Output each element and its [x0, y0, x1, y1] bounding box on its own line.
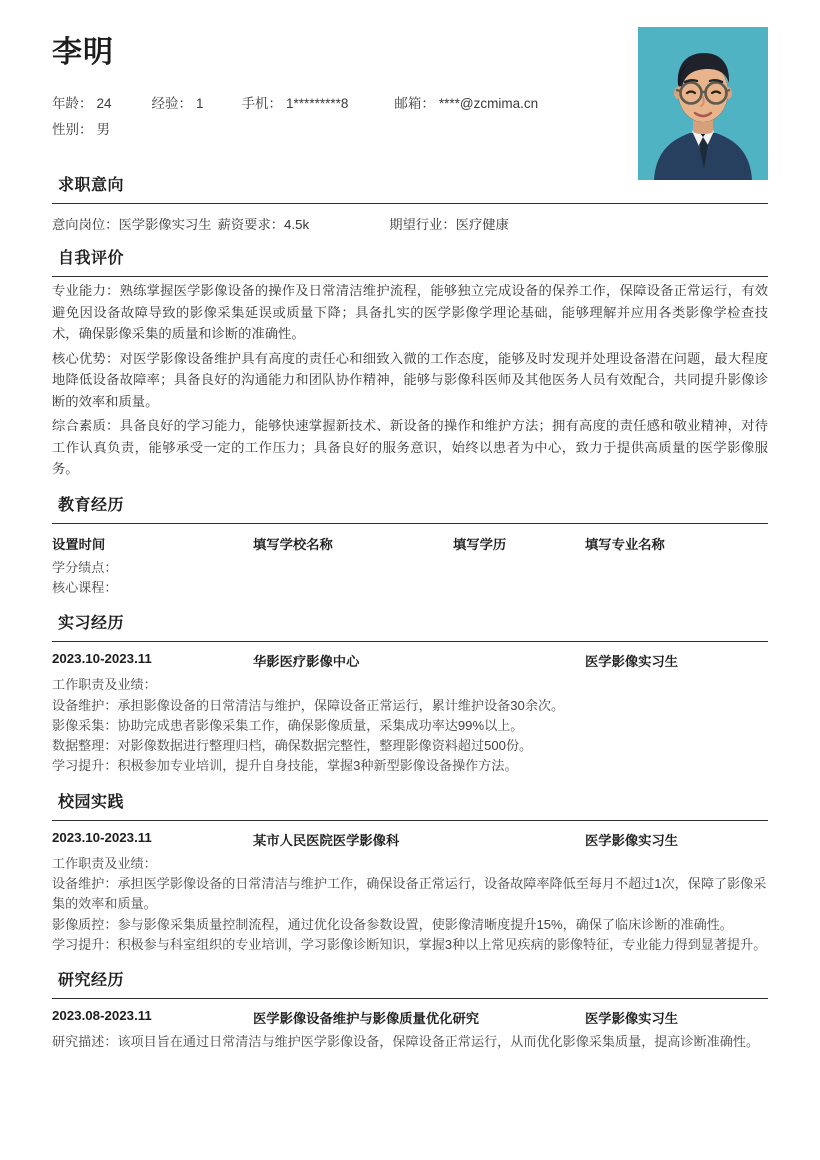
section-title-education: 教育经历: [58, 496, 125, 514]
internship-duty-item: 影像采集：协助完成患者影像采集工作，确保影像质量，采集成功率达99%以上。: [52, 717, 524, 733]
field-phone-label: 手机：: [241, 96, 283, 111]
field-gender: [52, 117, 110, 143]
research-project: 医学影像设备维护与影像质量优化研究: [253, 1011, 480, 1027]
section-research: [52, 969, 768, 1052]
self-evaluation-body: [52, 280, 768, 480]
field-experience-value: 1: [196, 96, 204, 111]
field-age: [52, 91, 112, 117]
intent-position-value: 医学影像实习生: [118, 217, 212, 232]
internship-duties: [52, 675, 768, 776]
profile-photo-illustration: [638, 27, 768, 180]
intent-position-label: 意向岗位：: [52, 217, 119, 232]
intent-salary-label: 薪资要求：: [217, 217, 285, 232]
field-email: [394, 91, 538, 117]
education-col-school: 填写学校名称: [253, 536, 333, 552]
section-job-intent: [52, 174, 768, 233]
section-title-job-intent: 求职意向: [58, 177, 125, 194]
field-age-label: 年龄：: [52, 96, 93, 111]
field-phone: [242, 91, 349, 117]
campus-duties-label: 工作职责及业绩：: [52, 855, 157, 871]
campus-entry-header: [52, 830, 768, 852]
section-divider: [52, 641, 768, 642]
field-gender-label: 性别：: [52, 121, 93, 137]
section-title-research: 研究经历: [58, 972, 125, 990]
education-col-degree: 填写学历: [453, 536, 507, 552]
internship-duty-item: 数据整理：对影像数据进行整理归档，确保数据完整性，整理影像资料超过500份。: [52, 738, 533, 754]
education-courses: 核心课程：: [52, 580, 118, 596]
intent-industry-value: 医疗健康: [455, 217, 509, 232]
research-description: [52, 1032, 768, 1052]
research-entry-header: [52, 1008, 768, 1030]
paragraph: 综合素质：具备良好的学习能力，能够快速掌握新技术、新设备的操作和维护方法；拥有高度的责任感和敬业精神，对待工作认真负责，能够承受一定的工作压力；具备良好的服务意识，始终以患者为中心，致力于提供高质量的医学影像服务。: [52, 418, 768, 477]
research-description-text: 研究描述：该项目旨在通过日常清洁与维护医学影像设备，保障设备正常运行，从而优化影像采集质量，提高诊断准确性。: [52, 1034, 760, 1050]
section-self-evaluation: [52, 247, 768, 480]
field-age-value: 24: [96, 96, 112, 111]
campus-role: 医学影像实习生: [585, 832, 679, 848]
paragraph: 专业能力：熟练掌握医学影像设备的操作及日常清洁维护流程，能够独立完成设备的保养工作，保障设备正常运行，有效避免因设备故障导致的影像采集延误或质量下降；具备扎实的医学影像学理论基础，能够理解并应用各类影像学检查技术，确保影像采集的质量和诊断的准确性。: [52, 283, 768, 342]
job-intent-row: [52, 214, 768, 233]
section-internship: [52, 612, 768, 776]
internship-entry-header: [52, 651, 768, 673]
section-divider: [52, 820, 768, 821]
section-title-self-evaluation: 自我评价: [58, 250, 125, 267]
intent-salary-value: 4.5k: [284, 217, 310, 232]
section-title-campus-practice: 校园实践: [58, 793, 125, 811]
campus-duties: [52, 854, 768, 955]
section-title-internship: 实习经历: [58, 615, 125, 633]
field-phone-value: 1*********8: [286, 96, 349, 111]
section-divider: [52, 523, 768, 524]
internship-date: 2023.10-2023.11: [52, 651, 152, 667]
section-campus-practice: [52, 791, 768, 955]
campus-duty-item: 影像质控：参与影像采集质量控制流程，通过优化设备参数设置，使影像清晰度提升15%，确保了临床诊断的准确性。: [52, 916, 733, 932]
internship-duty-item: 学习提升：积极参加专业培训，提升自身技能，掌握3种新型影像设备操作方法。: [52, 758, 518, 774]
intent-industry: [389, 214, 509, 233]
campus-date: 2023.10-2023.11: [52, 829, 152, 845]
field-gender-value: 男: [96, 121, 110, 137]
field-email-label: 邮箱：: [394, 96, 435, 111]
avatar: [638, 27, 768, 180]
education-details: [52, 558, 768, 599]
internship-role: 医学影像实习生: [585, 654, 679, 670]
field-email-value: ****@zcmima.cn: [438, 96, 539, 111]
education-gpa: 学分绩点：: [52, 559, 118, 575]
research-date: 2023.08-2023.11: [52, 1008, 152, 1024]
intent-salary: [218, 214, 310, 233]
paragraph: 核心优势：对医学影像设备维护具有高度的责任心和细致入微的工作态度，能够及时发现并处理设备潜在问题，最大程度地降低设备故障率；具备良好的沟通能力和团队协作精神，能够与影像科医师及其他医务人员有效配合，共同提升影像诊断的效率和质量。: [52, 350, 768, 409]
section-divider: [52, 203, 768, 204]
page-title: 李明: [52, 36, 114, 69]
education-col-major: 填写专业名称: [585, 536, 665, 552]
campus-organization: 某市人民医院医学影像科: [253, 832, 400, 848]
campus-duty-item: 设备维护：承担医学影像设备的日常清洁与维护工作，确保设备正常运行，设备故障率降低至每月不超过1次，保障了影像采集的效率和质量。: [52, 876, 767, 912]
internship-duties-label: 工作职责及业绩：: [52, 677, 157, 693]
intent-industry-label: 期望行业：: [389, 217, 456, 232]
campus-duty-item: 学习提升：积极参与科室组织的专业培训，学习影像诊断知识，掌握3种以上常见疾病的影像特征，专业能力得到显著提升。: [52, 936, 767, 952]
education-column-headers: [52, 534, 768, 556]
section-divider: [52, 276, 768, 277]
internship-organization: 华影医疗影像中心: [253, 654, 360, 670]
resume-header: [52, 0, 768, 160]
intent-position: [52, 214, 212, 233]
section-education: [52, 494, 768, 599]
field-experience: [152, 91, 204, 117]
research-role: 医学影像实习生: [585, 1011, 679, 1027]
education-col-time: 设置时间: [52, 536, 106, 552]
internship-duty-item: 设备维护：承担影像设备的日常清洁与维护，保障设备正常运行，累计维护设备30余次。: [52, 697, 565, 713]
section-divider: [52, 998, 768, 999]
field-experience-label: 经验：: [151, 96, 193, 111]
